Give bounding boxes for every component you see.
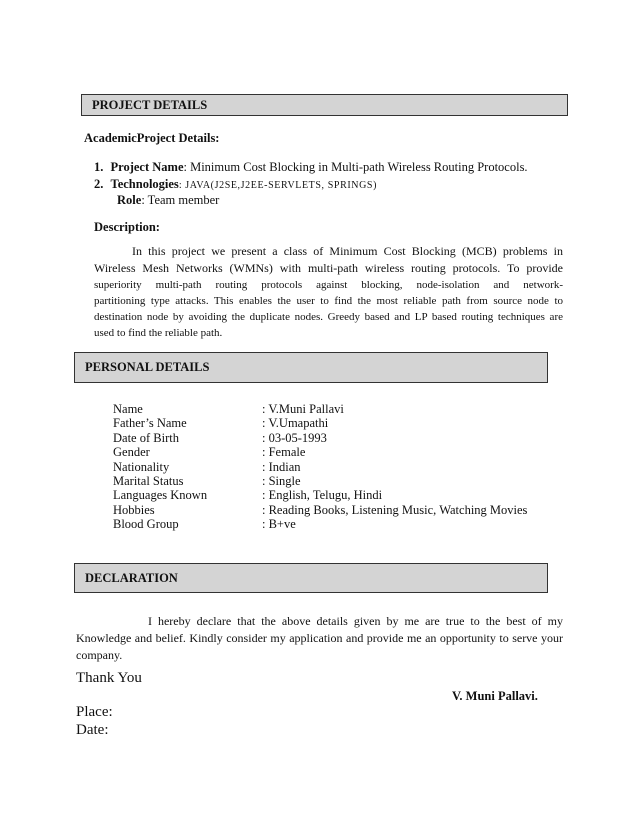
detail-label: Father’s Name <box>113 416 187 431</box>
place-label: Place: <box>76 704 113 720</box>
detail-value: : 03-05-1993 <box>262 430 327 445</box>
detail-label: Name <box>113 402 143 416</box>
detail-label: Nationality <box>113 459 170 474</box>
detail-value: : B+ve <box>262 517 296 532</box>
role-line <box>117 193 219 208</box>
detail-label: Marital Status <box>113 473 184 488</box>
description-heading: Description: <box>94 220 160 234</box>
description-line: In this project we present a class of Minimum Cost Blocking (MCB) problems in <box>132 244 563 258</box>
description-line: used to find the reliable path. <box>94 327 223 339</box>
project-item-number: 1. <box>94 160 104 174</box>
role-value: : Team member <box>141 193 220 207</box>
detail-label: Languages Known <box>113 488 208 503</box>
description-line: partitioning type attacks. This enables the user to find the most reliable path from source node to <box>94 295 563 307</box>
academic-project-heading: AcademicProject Details: <box>84 131 220 145</box>
detail-value: : English, Telugu, Hindi <box>262 488 383 503</box>
project-name-label: Project Name <box>110 160 184 174</box>
detail-label: Gender <box>113 445 150 460</box>
detail-value: : Indian <box>262 459 301 474</box>
thank-you-text: Thank You <box>76 670 142 686</box>
description-line: Wireless Mesh Networks (WMNs) with multi-path wireless routing protocols. To provide <box>94 261 563 275</box>
signature-name: V. Muni Pallavi. <box>452 689 538 703</box>
project-name-value: : Minimum Cost Blocking in Multi-path Wireless Routing Protocols. <box>183 160 528 174</box>
detail-label: Blood Group <box>113 517 179 532</box>
technologies-label: Technologies <box>110 177 179 191</box>
technologies-value: : JAVA(J2SE,J2EE-SERVLETS, SPRINGS) <box>178 180 378 191</box>
description-line: destination node by avoiding the duplicate nodes. Greedy based and LP based routing techniques are <box>94 311 563 323</box>
personal-details-header <box>74 352 548 383</box>
detail-value: : Reading Books, Listening Music, Watching Movies <box>262 502 528 517</box>
detail-value: : V.Muni Pallavi <box>262 402 344 416</box>
description-line: superiority multi-path routing protocols against blocking, node-isolation and network- <box>94 279 563 291</box>
declaration-body: I hereby declare that the above details given by me are true to the best of my Knowledge and belief. Kindly consider my application and provide me an opportunity to serve your company. <box>76 614 563 662</box>
detail-label: Date of Birth <box>113 430 179 445</box>
personal-details-title: PERSONAL DETAILS <box>85 360 210 374</box>
declaration-text <box>76 613 563 664</box>
project-details-header <box>81 94 568 116</box>
detail-value: : Single <box>262 473 301 488</box>
project-details-title: PROJECT DETAILS <box>92 97 208 112</box>
detail-label: Hobbies <box>113 502 155 517</box>
project-item-technologies <box>94 177 377 192</box>
project-item-number: 2. <box>94 177 104 191</box>
detail-value: : Female <box>262 445 306 460</box>
declaration-header <box>74 563 548 593</box>
role-label: Role <box>117 193 142 207</box>
declaration-title: DECLARATION <box>85 570 178 585</box>
date-label: Date: <box>76 722 109 738</box>
detail-value: : V.Umapathi <box>262 416 329 431</box>
project-item-name <box>94 160 528 175</box>
